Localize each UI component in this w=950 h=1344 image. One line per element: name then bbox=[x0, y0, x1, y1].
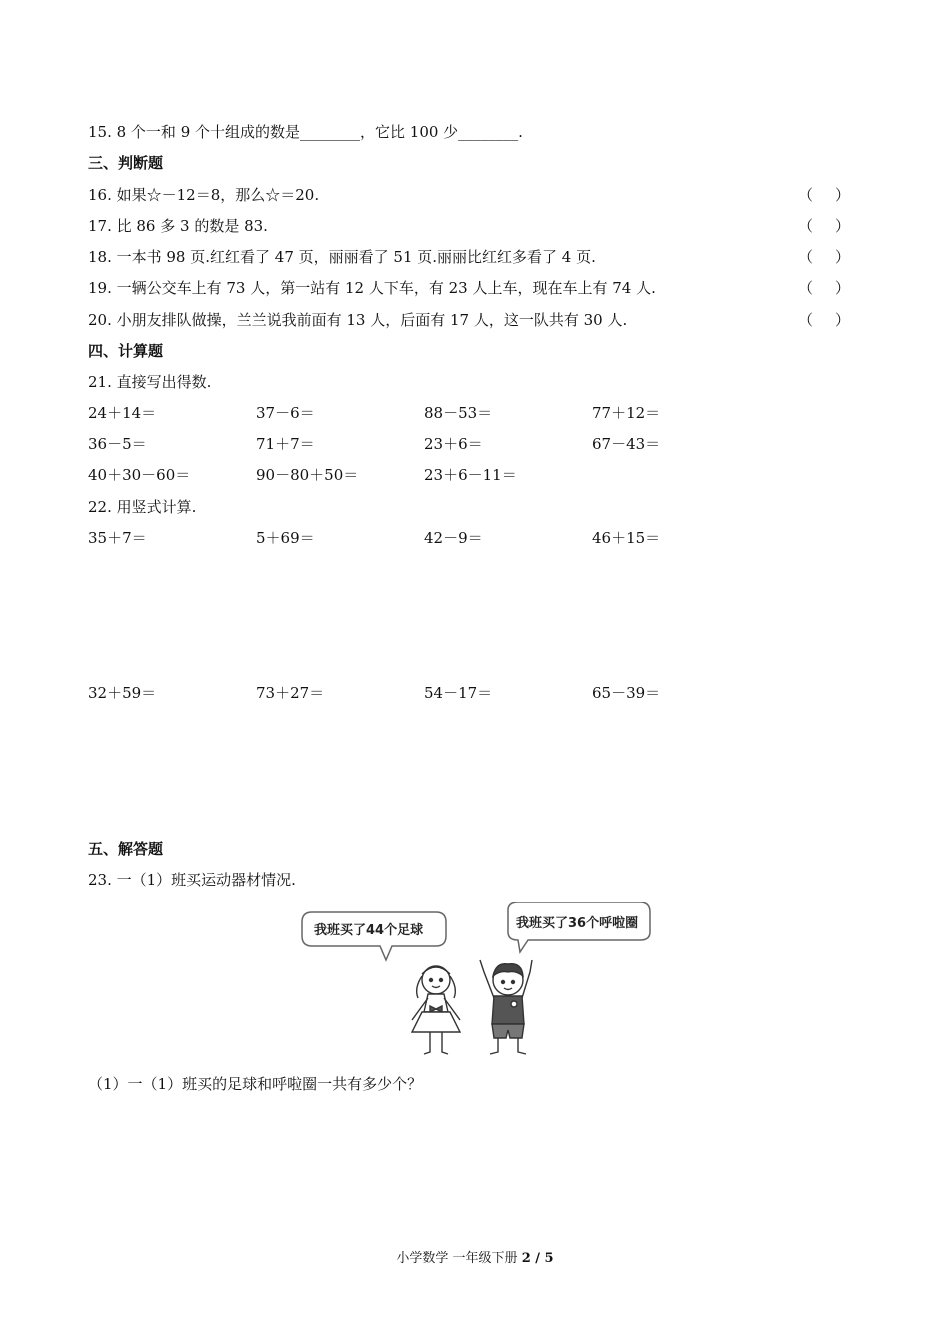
calc-item: 71＋7＝ bbox=[256, 435, 315, 453]
calc-item: 5＋69＝ bbox=[256, 529, 315, 547]
girl-figure bbox=[412, 966, 460, 1054]
calc-item: 32＋59＝ bbox=[88, 684, 157, 702]
page-footer bbox=[0, 1247, 950, 1266]
calc-item: 36－5＝ bbox=[88, 435, 147, 453]
calc-item: 67－43＝ bbox=[592, 435, 661, 453]
question-22: 22. 用竖式计算. bbox=[88, 498, 197, 516]
section-calc-heading: 四、计算题 bbox=[88, 342, 164, 360]
calc-item: 24＋14＝ bbox=[88, 404, 157, 422]
judge-item: 20. 小朋友排队做操，兰兰说我前面有 13 人，后面有 17 人，这一队共有 30 人. bbox=[88, 311, 628, 329]
judge-item: 18. 一本书 98 页.红红看了 47 页，丽丽看了 51 页.丽丽比红红多看了 4 页. bbox=[88, 248, 596, 266]
calc-row bbox=[88, 464, 788, 486]
calc-item: 37－6＝ bbox=[256, 404, 315, 422]
footer-title: 小学数学 一年级下册 bbox=[396, 1251, 518, 1266]
question-23-1: （1）一（1）班买的足球和呼啦圈一共有多少个？ bbox=[88, 1075, 423, 1093]
calc-item: 90－80＋50＝ bbox=[256, 466, 359, 484]
calc-row bbox=[88, 682, 788, 704]
calc-row bbox=[88, 402, 788, 424]
judge-item: 19. 一辆公交车上有 73 人，第一站有 12 人下车，有 23 人上车，现在车上有 74 人. bbox=[88, 279, 656, 297]
calc-item: 73＋27＝ bbox=[256, 684, 325, 702]
children-illustration bbox=[296, 902, 656, 1062]
boy-speech-bubble bbox=[508, 902, 650, 952]
calc-item: 23＋6＝ bbox=[424, 435, 483, 453]
answer-paren[interactable]: （ ） bbox=[798, 311, 850, 329]
calc-item: 54－17＝ bbox=[424, 684, 493, 702]
question-21: 21. 直接写出得数. bbox=[88, 373, 212, 391]
calc-item: 88－53＝ bbox=[424, 404, 493, 422]
calc-item: 65－39＝ bbox=[592, 684, 661, 702]
answer-paren[interactable]: （ ） bbox=[798, 279, 850, 297]
boy-figure bbox=[480, 960, 532, 1054]
question-15: 15. 8 个一和 9 个十组成的数是________，它比 100 少________. bbox=[88, 123, 523, 141]
calc-item: 35＋7＝ bbox=[88, 529, 147, 547]
children-drawing bbox=[296, 902, 656, 1062]
section-judge-heading: 三、判断题 bbox=[88, 154, 164, 172]
calc-row bbox=[88, 433, 788, 455]
answer-paren[interactable]: （ ） bbox=[798, 248, 850, 266]
page-number: 2 / 5 bbox=[521, 1251, 554, 1266]
calc-item: 46＋15＝ bbox=[592, 529, 661, 547]
girl-speech-bubble bbox=[302, 912, 446, 960]
boy-bubble-text: 我班买了36个呼啦圈 bbox=[516, 916, 639, 931]
calc-item: 40＋30－60＝ bbox=[88, 466, 191, 484]
question-23: 23. 一（1）班买运动器材情况. bbox=[88, 871, 296, 889]
judge-item: 16. 如果☆－12＝8，那么☆＝20. bbox=[88, 186, 320, 204]
girl-bubble-text: 我班买了44个足球 bbox=[314, 923, 424, 938]
answer-paren[interactable]: （ ） bbox=[798, 186, 850, 204]
calc-item: 23＋6－11＝ bbox=[424, 466, 517, 484]
calc-row bbox=[88, 527, 788, 549]
calc-item: 42－9＝ bbox=[424, 529, 483, 547]
calc-item: 77＋12＝ bbox=[592, 404, 661, 422]
answer-paren[interactable]: （ ） bbox=[798, 217, 850, 235]
judge-item: 17. 比 86 多 3 的数是 83. bbox=[88, 217, 268, 235]
section-answer-heading: 五、解答题 bbox=[88, 840, 164, 858]
